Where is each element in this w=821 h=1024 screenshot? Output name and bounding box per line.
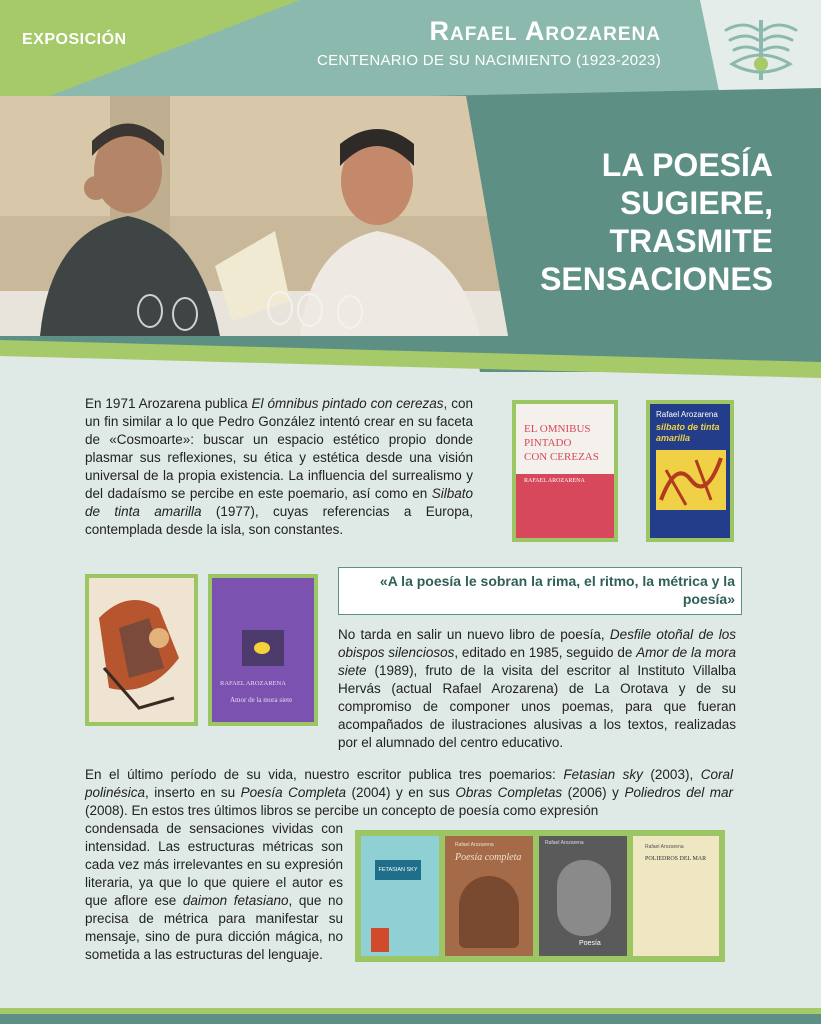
headline-line-4: SENSACIONES (540, 261, 773, 297)
book-cover-poesia-completa (445, 836, 533, 956)
header-photo (0, 96, 508, 336)
eye-logo-icon (722, 16, 800, 86)
cover-author: Rafael Arozarena (656, 410, 718, 419)
paragraph-4: condensada de sensaciones vividas con intensidad. Las estructuras métricas son cada vez más irrelevantes en su expresión literaria, ya que lo que quiere el autor es que aflore ese daimon fetasiano, que no precisa de métrica para manifestar su mensaje, sino de pura dicción mágica, no sometida a las estructuras del lenguaje. (85, 821, 343, 962)
cover-author: Rafael Arozarena (645, 844, 684, 850)
book-cover-obras (539, 836, 627, 956)
cover-title-line: PINTADO (524, 437, 572, 449)
exhibition-title: Rafael Arozarena (429, 16, 661, 46)
paragraph-2: No tarda en salir un nuevo libro de poesía, Desfile otoñal de los obispos silenciosos, editado en 1985, seguido de Amor de la mora siete (1989), fruto de la visita del escritor al Instituto Villalba Hervás (actual Rafael Arozarena) de La Orotava y de su compromiso de componer unos poemas, para que fueran acompañados de ilustraciones alusivas a los textos, realizadas por el alumnado del centro educativo. (338, 627, 736, 750)
cover-author: RAFAEL AROZARENA (524, 478, 585, 484)
cover-title: Poesía completa (455, 852, 522, 863)
cover-title-line: amarilla (656, 433, 691, 443)
section-label: EXPOSICIÓN (22, 31, 127, 48)
paragraph-1: En 1971 Arozarena publica El ómnibus pintado con cerezas, con un fin similar a lo que Pedro González intentó crear en su faceta de «Cosmoarte»: buscar un espacio estético propio donde plasmar sus reflexiones, su ética y estética desde una visión universal de la propia existencia. La influencia del surrealismo y del dadaísmo se percibe en este poemario, así como en Silbato de tinta amarilla (1977), cuyas referencias a Europa, contemplada desde la isla, son constantes. (85, 396, 473, 537)
book-cover-amor (208, 574, 318, 726)
quote-box: «A la poesía le sobran la rima, el ritmo, la métrica y la poesía» (338, 567, 742, 615)
book-cover-silbato (646, 400, 734, 542)
cover-illustration (656, 450, 726, 510)
exhibition-subtitle: CENTENARIO DE SU NACIMIENTO (1923-2023) (316, 52, 661, 69)
cover-title: Amor de la mora siete (230, 696, 293, 704)
cover-title-line: silbato de tinta (656, 422, 720, 432)
book-cover-fetasian (361, 836, 439, 956)
book-covers-strip (355, 830, 725, 962)
cover-author: Rafael Arozarena (545, 840, 584, 846)
book-cover-omnibus (512, 400, 618, 542)
cover-author: RAFAEL AROZARENA (220, 680, 286, 687)
book-cover-desfile (85, 574, 198, 726)
book-cover-poliedros (633, 836, 719, 956)
cover-author: Rafael Arozarena (455, 842, 494, 848)
headline-line-1: LA POESÍA (601, 147, 773, 183)
cover-word: Poesía (579, 940, 601, 947)
cover-title-line: CON CEREZAS (524, 451, 599, 463)
cover-title: POLIEDROS DEL MAR (645, 856, 707, 862)
paragraph-3: En el último período de su vida, nuestro escritor publica tres poemarios: Fetasian sky (2003), Coral polinésica, inserto en su Poesía Completa (2004) y en sus Obras Completas (2006) y Poliedros del mar (2008). En estos tres últimos libros se percibe un concepto de poesía como expresión (85, 767, 734, 818)
cover-title: FETASIAN SKY (375, 860, 421, 880)
headline-line-3: TRASMITE (609, 223, 773, 259)
headline (540, 146, 773, 298)
cover-illustration (89, 578, 194, 722)
cover-title-line: EL OMNIBUS (524, 423, 591, 435)
footer-stripe-teal (0, 1014, 821, 1024)
headline-line-2: SUGIERE, (620, 185, 773, 221)
